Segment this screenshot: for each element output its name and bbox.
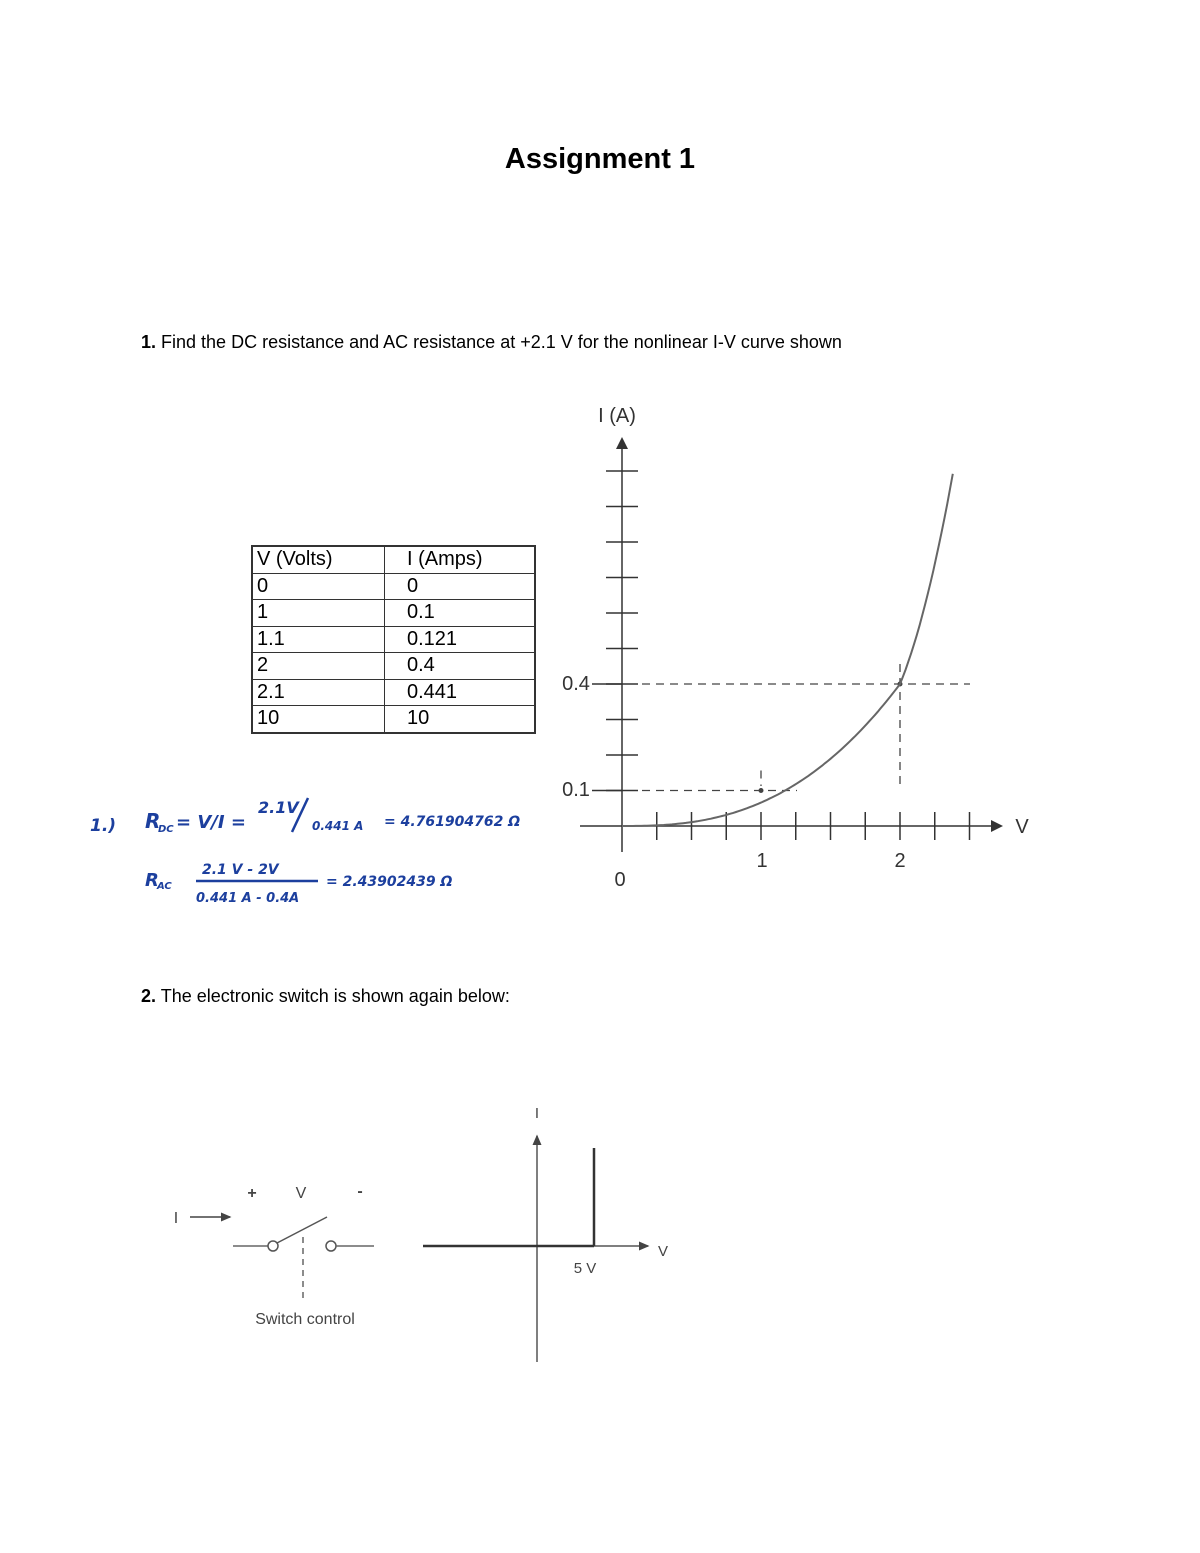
table-cell: 0 [385, 573, 536, 600]
chart-guides [642, 664, 970, 793]
table-cell: 2.1 [252, 679, 385, 706]
hand-rdc-formula: = V/I = [176, 812, 246, 833]
table-cell: 1.1 [252, 626, 385, 653]
x-tick-label-1: 1 [756, 850, 768, 872]
switch-blade [277, 1217, 327, 1243]
question-2 [141, 986, 510, 1007]
hand-rdc-value: 2.1V [258, 798, 299, 817]
table-header-voltage: V (Volts) [252, 546, 385, 573]
marked-point [759, 788, 764, 793]
table-cell: 10 [252, 706, 385, 733]
hand-rac-numerator: 2.1 V - 2V [202, 862, 279, 878]
question-1-text: Find the DC resistance and AC resistance at +2.1 V for the nonlinear I-V curve shown [161, 332, 842, 352]
table-cell: 0.441 [385, 679, 536, 706]
table-cell: 0.121 [385, 626, 536, 653]
switch-graph-x-label: V [657, 1243, 669, 1260]
iv-curve-line [622, 474, 953, 826]
switch-voltage-label: V [295, 1185, 307, 1202]
switch-control-label: Switch control [255, 1311, 355, 1328]
hand-rac-result: = 2.43902439 Ω [326, 874, 453, 890]
table-cell: 10 [385, 706, 536, 733]
minus-sign: - [357, 1183, 363, 1200]
question-2-number: 2. [141, 986, 157, 1006]
table-cell: 1 [252, 600, 385, 627]
y-tick-label-0.4: 0.4 [562, 673, 590, 695]
x-tick-label-2: 2 [894, 850, 906, 872]
table-cell: 0 [252, 573, 385, 600]
page-title: Assignment 1 [504, 143, 696, 175]
handwritten-solution [90, 798, 520, 906]
origin-label: 0 [614, 869, 626, 891]
plus-sign: + [247, 1185, 257, 1202]
table-cell: 0.4 [385, 653, 536, 680]
hand-rdc-label: R [145, 809, 161, 833]
hand-rac-label: R [145, 870, 159, 891]
table-cell: 0.1 [385, 600, 536, 627]
chart-ticks [592, 471, 970, 840]
hand-rac-denominator: 0.441 A - 0.4A [196, 891, 300, 906]
y-tick-label-0.1: 0.1 [562, 779, 590, 801]
switch-graph-y-label: I [534, 1105, 540, 1122]
hand-rac-sub: AC [157, 881, 172, 892]
y-axis-label: I (A) [598, 405, 636, 427]
table-cell: 2 [252, 653, 385, 680]
question-2-text: The electronic switch is shown again below: [160, 986, 510, 1006]
hand-rdc-denominator: 0.441 A [312, 819, 364, 833]
switch-terminal-left [268, 1241, 278, 1251]
table-header-current: I (Amps) [385, 546, 536, 573]
hand-rdc-result: = 4.761904762 Ω [384, 814, 521, 830]
threshold-label: 5 V [573, 1260, 597, 1277]
question-1-number: 1. [141, 332, 157, 352]
hand-label: 1.) [90, 816, 117, 836]
hand-rdc-sub: DC [158, 824, 174, 835]
switch-terminal-right [326, 1241, 336, 1251]
switch-current-label: I [173, 1210, 179, 1227]
x-axis-label: V [1015, 816, 1029, 838]
